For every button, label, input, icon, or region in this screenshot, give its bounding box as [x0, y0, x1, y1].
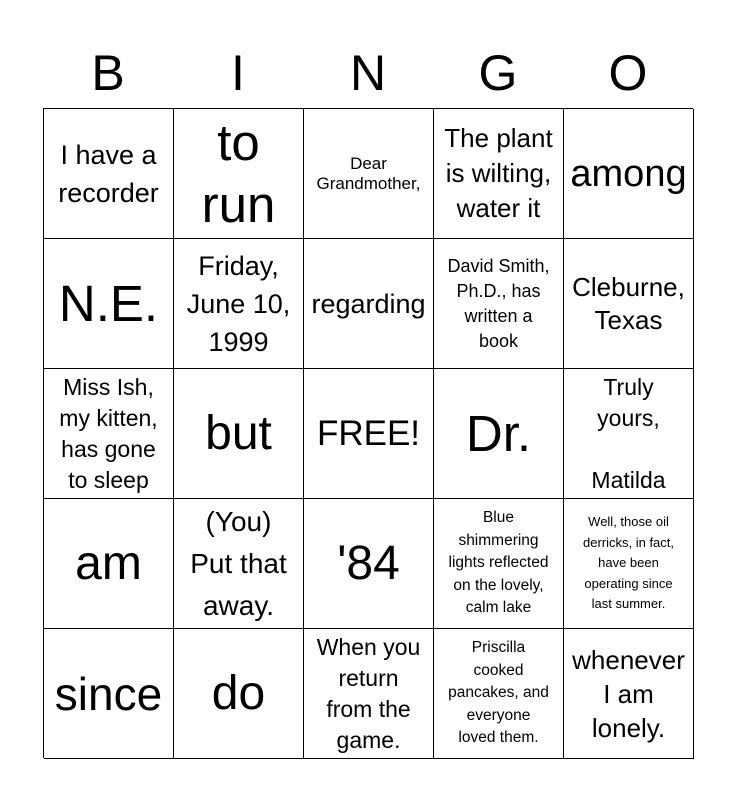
bingo-cell-r5c3: When you return from the game. [304, 629, 434, 759]
bingo-header [43, 38, 693, 108]
bingo-cell-r4c5: Well, those oil derricks, in fact, have been operating since last summer. [564, 499, 694, 629]
bingo-cell-r3c3: FREE! [304, 369, 434, 499]
bingo-cell-r2c2: Friday, June 10, 1999 [174, 239, 304, 369]
bingo-cell-r2c4: David Smith, Ph.D., has written a book [434, 239, 564, 369]
bingo-cell-r3c2: but [174, 369, 304, 499]
header-letter-b: B [91, 45, 125, 101]
bingo-cell-r5c1: since [44, 629, 174, 759]
bingo-cell-r1c1: I have a recorder [44, 109, 174, 239]
bingo-cell-r2c3: regarding [304, 239, 434, 369]
bingo-cell-r4c2: (You) Put that away. [174, 499, 304, 629]
header-letter-g: G [478, 45, 518, 101]
bingo-cell-r5c4: Priscilla cooked pancakes, and everyone loved them. [434, 629, 564, 759]
bingo-cell-r3c5: Truly yours, Matilda [564, 369, 694, 499]
bingo-cell-r1c3: Dear Grandmother, [304, 109, 434, 239]
bingo-cell-r1c4: The plant is wilting, water it [434, 109, 564, 239]
bingo-cell-r2c1: N.E. [44, 239, 174, 369]
bingo-cell-r4c4: Blue shimmering lights reflected on the lovely, calm lake [434, 499, 564, 629]
header-letter-n: N [349, 45, 387, 101]
bingo-cell-r4c1: am [44, 499, 174, 629]
bingo-cell-r2c5: Cleburne, Texas [564, 239, 694, 369]
bingo-cell-r1c2: to run [174, 109, 304, 239]
bingo-cell-r3c4: Dr. [434, 369, 564, 499]
bingo-cell-r5c2: do [174, 629, 304, 759]
bingo-cell-r5c5: whenever I am lonely. [564, 629, 694, 759]
bingo-cell-r1c5: among [564, 109, 694, 239]
bingo-cell-r4c3: '84 [304, 499, 434, 629]
header-letter-o: O [608, 45, 648, 101]
bingo-cell-r3c1: Miss Ish, my kitten, has gone to sleep [44, 369, 174, 499]
bingo-grid [43, 108, 693, 758]
header-letter-i: I [231, 45, 245, 101]
